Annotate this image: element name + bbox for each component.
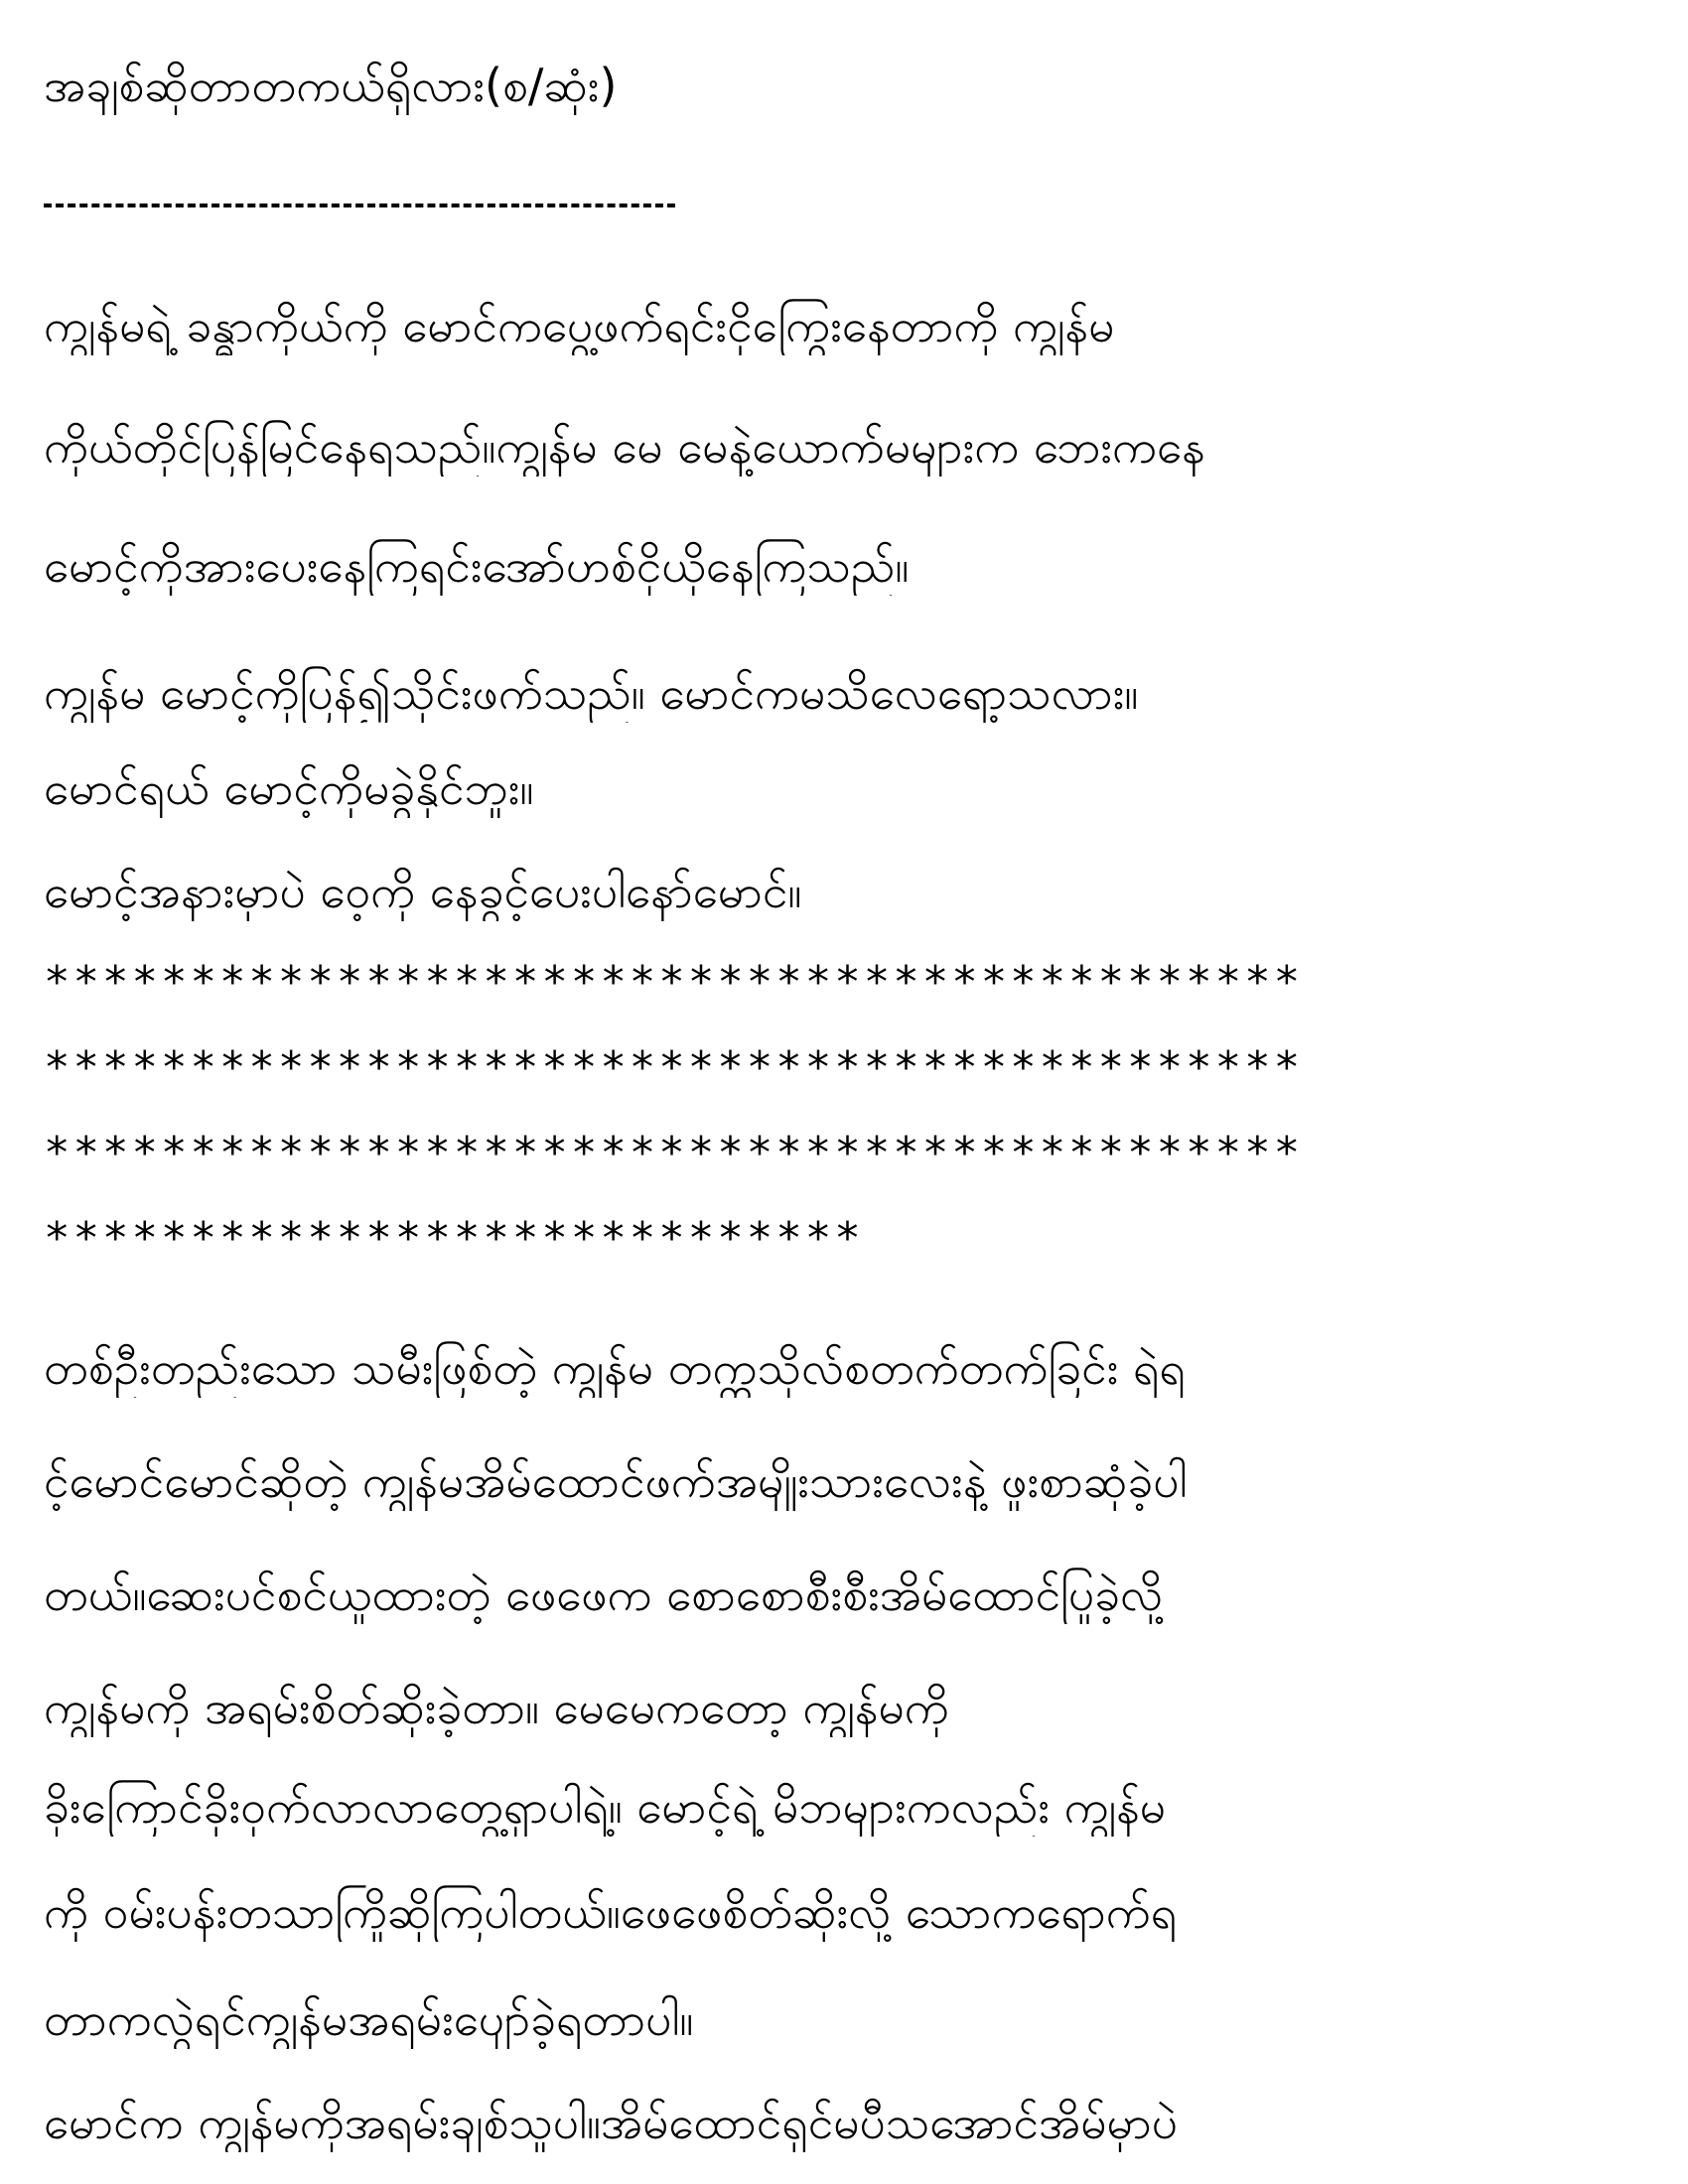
- paragraph-1-line-1: ကျွန်မရဲ့ ခန္ဓာကိုယ်ကို မောင်ကပွေ့ဖက်ရင်းငိုကြွေးနေတာကို ကျွန်မ: [44, 299, 1115, 352]
- paragraph-2-line-1: ကျွန်မ မောင့်ကိုပြန်၍သိုင်းဖက်သည်။ မောင်ကမသိလေရော့သလား။: [44, 666, 1139, 720]
- paragraph-3-line-3: တယ်။ဆေးပင်စင်ယူထားတဲ့ ဖေဖေက စောစောစီးစီးအိမ်ထောင်ပြုခဲ့လို့: [44, 1568, 1164, 1621]
- title-divider: [44, 204, 675, 207]
- paragraph-3-line-8: မောင်က ကျွန်မကိုအရမ်းချစ်သူပါ။အိမ်ထောင်ရှင်မပီသအောင်အိမ်မှာပဲ: [44, 2096, 1178, 2149]
- asterisk-separator-3: *******************************************: [44, 1128, 1304, 1178]
- asterisk-separator-2: *******************************************: [44, 1042, 1304, 1093]
- paragraph-1-line-3: မောင့်ကိုအားပေးနေကြရင်းအော်ဟစ်ငိုယိုနေကြသည်။: [44, 539, 910, 593]
- paragraph-3-line-2: င့်မောင်မောင်ဆိုတဲ့ ကျွန်မအိမ်ထောင်ဖက်အမျိုးသားလေးနဲ့ ဖူးစာဆုံခဲ့ပါ: [44, 1454, 1188, 1508]
- paragraph-2-line-3: မောင့်အနားမှာပဲ ဝေ့ကို နေခွင့်ပေးပါနော်မောင်။: [44, 865, 802, 918]
- paragraph-3-line-5: ခိုးကြောင်ခိုးဝှက်လာလာတွေ့ရှာပါရဲ့။ မောင့်ရဲ့ မိဘများကလည်း ကျွန်မ: [44, 1780, 1167, 1834]
- asterisk-separator-4: ****************************: [44, 1213, 864, 1264]
- paragraph-2-line-2: မောင်ရယ် မောင့်ကိုမခွဲနိုင်ဘူး။: [44, 761, 534, 815]
- paragraph-3-line-6: ကို ဝမ်းပန်းတသာကြိုဆိုကြပါတယ်။ဖေဖေစိတ်ဆိုးလို့ သောကရောက်ရ: [44, 1885, 1178, 1939]
- paragraph-3-line-7: တာကလွဲရင်ကျွန်မအရမ်းပျော်ခဲ့ရတာပါ။: [44, 1992, 694, 2046]
- asterisk-separator-1: *******************************************: [44, 957, 1304, 1008]
- paragraph-3-line-1: တစ်ဦးတည်းသော သမီးဖြစ်တဲ့ ကျွန်မ တက္ကသိုလ်စတက်တက်ခြင်း ရဲရ: [44, 1341, 1186, 1395]
- document-title: အချစ်ဆိုတာတကယ်ရှိလား(စ/ဆုံး): [44, 59, 618, 112]
- paragraph-3-line-4: ကျွန်မကို အရမ်းစိတ်ဆိုးခဲ့တာ။ မေမေကတော့ ကျွန်မကို: [44, 1681, 949, 1734]
- paragraph-1-line-2: ကိုယ်တိုင်ပြန်မြင်နေရသည်။ကျွန်မ မေ မေနဲ့ယောက်မများက ဘေးကနေ: [44, 420, 1205, 474]
